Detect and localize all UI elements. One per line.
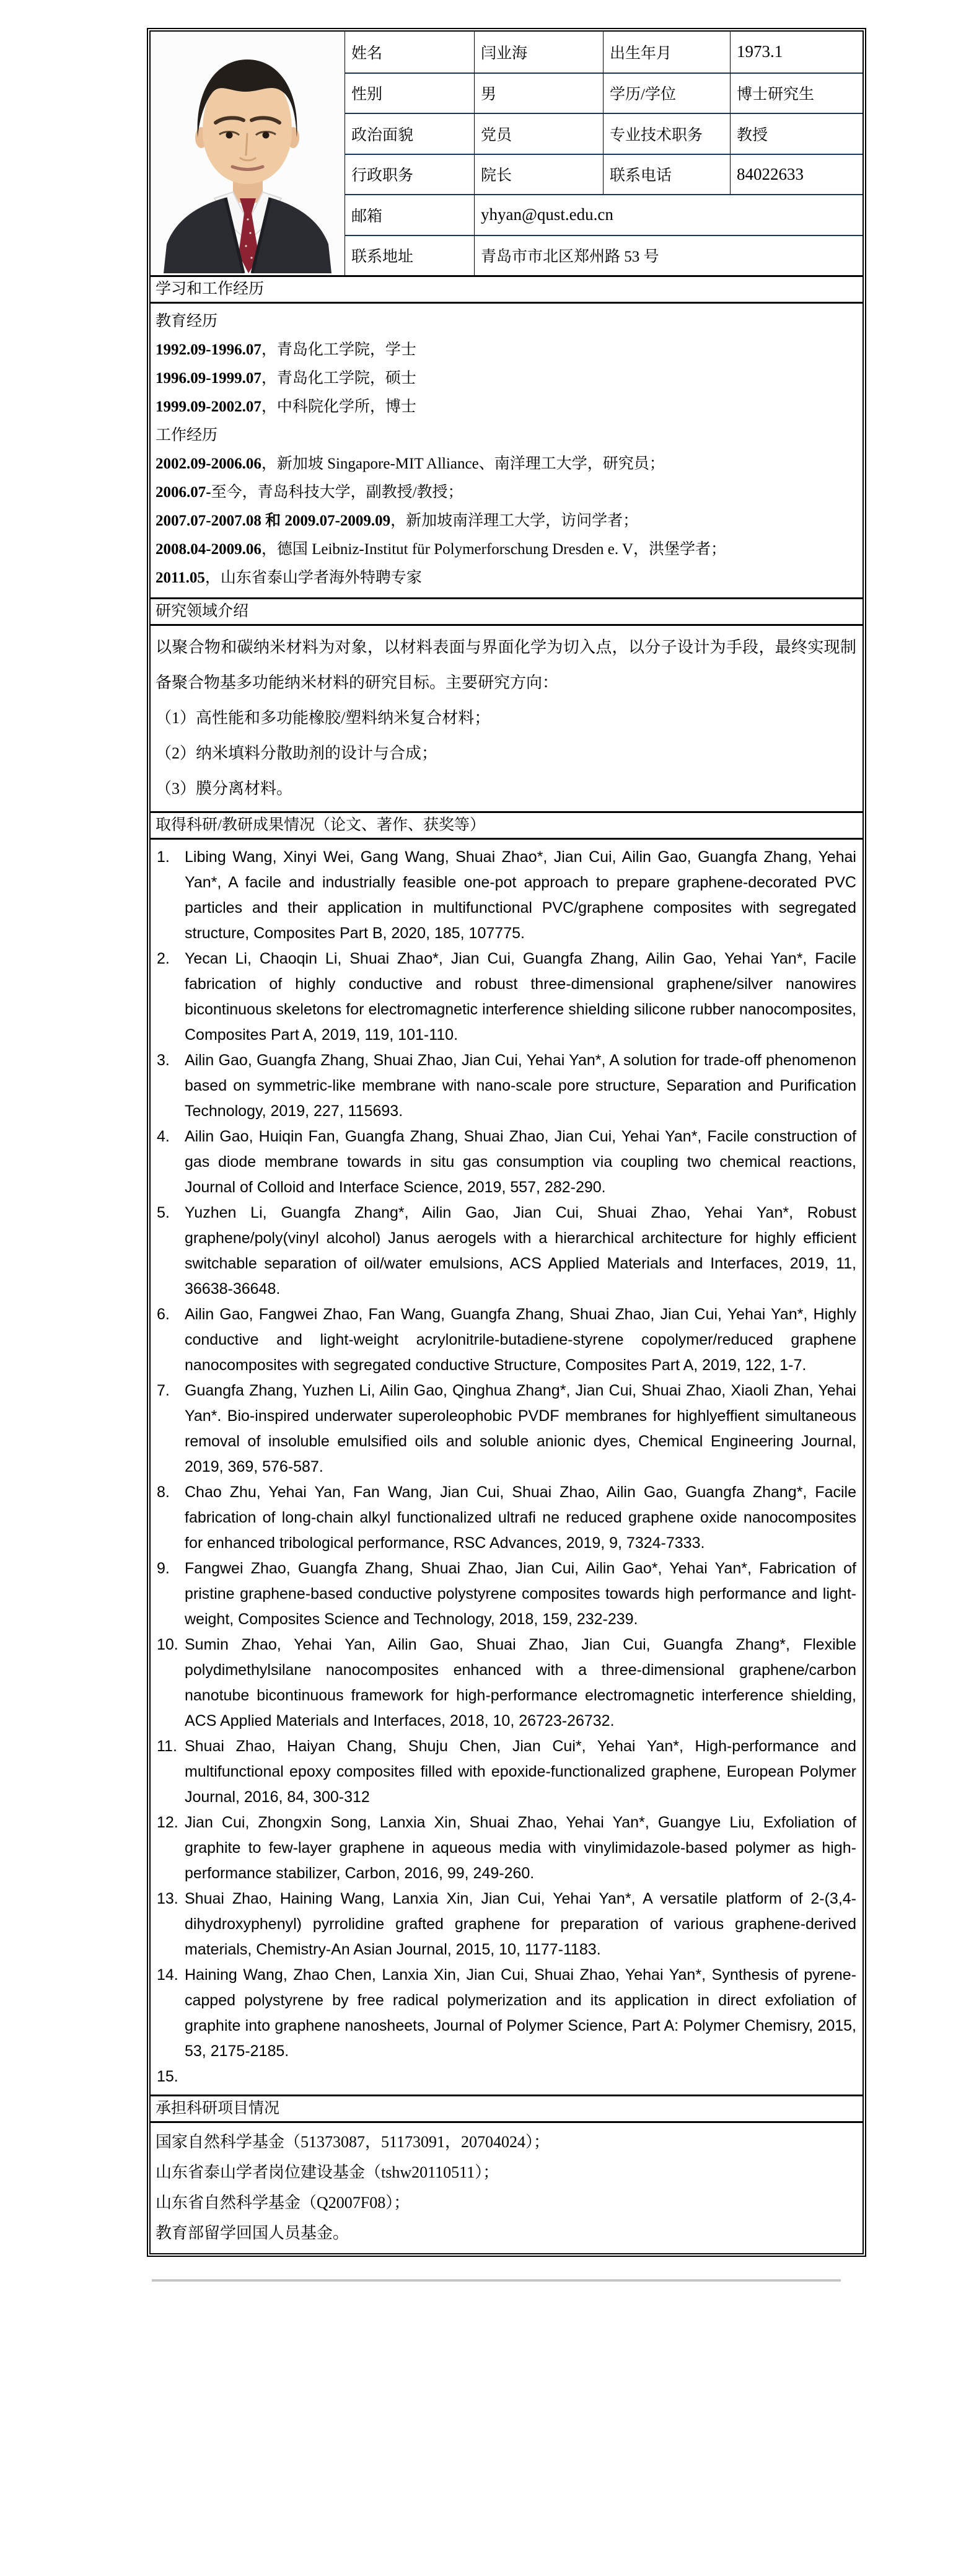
- experience-content: [151, 304, 863, 597]
- experience-line: [156, 421, 856, 450]
- publication-number: 15.: [157, 2068, 178, 2085]
- experience-text: ，青岛化工学院，学士: [261, 341, 416, 358]
- publication-citation: Sumin Zhao, Yehai Yan, Ailin Gao, Shuai Zhao, Jian Cui, Guangfa Zhang*, Flexible polydimethylsilane nanocomposites enhanced with a three-dimensional graphene/carbon nanotube bicontinuous framework for high-performance electromagnetic interference shielding, ACS Applied Materials and Interfaces, 2018, 10, 26723-26732.: [185, 1636, 856, 1730]
- experience-line: [156, 564, 856, 592]
- experience-date: 2008.04-2009.06: [156, 541, 261, 558]
- value-phone: 84022633: [730, 154, 863, 195]
- publication-item: [157, 845, 856, 946]
- publication-item: [157, 1556, 856, 1632]
- publication-number: 8.: [157, 1484, 170, 1501]
- publication-citation: Guangfa Zhang, Yuzhen Li, Ailin Gao, Qinghua Zhang*, Jian Cui, Shuai Zhao, Xiaoli Zhan, Yehai Yan*. Bio-inspired underwater superoleophobic PVDF membranes for highlyeffient simultaneous removal of insoluble emulsified oils and soluble anionic dyes, Chemical Engineering Journal, 2019, 369, 576-587.: [185, 1382, 856, 1475]
- publication-item: [157, 1734, 856, 1810]
- experience-text: 至今，青岛科技大学，副教授/教授；: [211, 484, 463, 501]
- label-address: 联系地址: [345, 235, 474, 276]
- publication-number: 12.: [157, 1814, 178, 1831]
- publication-item: [157, 1378, 856, 1480]
- experience-text: ，新加坡 Singapore-MIT Alliance、南洋理工大学，研究员；: [261, 455, 665, 472]
- section-header-achievements: 取得科研/教研成果情况（论文、著作、获奖等）: [151, 811, 863, 840]
- experience-date: 2006.07-: [156, 484, 211, 501]
- publication-item: [157, 1302, 856, 1378]
- label-birth: 出生年月: [603, 32, 730, 73]
- experience-line: [156, 336, 856, 364]
- project-line: 国家自然科学基金（51373087，51173091，20704024）；: [156, 2133, 550, 2151]
- publication-number: 4.: [157, 1128, 170, 1145]
- experience-date: 2002.09-2006.06: [156, 455, 261, 472]
- publication-citation: Yecan Li, Chaoqin Li, Shuai Zhao*, Jian Cui, Guangfa Zhang, Ailin Gao, Yehai Yan*, Facile fabrication of highly conductive and robust three-dimensional graphene/silver nanowires bicontinuous skeletons for electromagnetic interference shielding silicone rubber nanocomposites, Composites Part A, 2019, 119, 101-110.: [185, 950, 856, 1044]
- research-directions: [156, 700, 856, 806]
- experience-line: [156, 535, 856, 564]
- profile-document: [147, 28, 866, 2257]
- page-divider: [152, 2279, 841, 2282]
- photo-cell: [151, 32, 345, 275]
- publication-citation: Ailin Gao, Guangfa Zhang, Shuai Zhao, Jian Cui, Yehai Yan*, A solution for trade-off phenomenon based on symmetric-like membrane with nano-scale pore structure, Separation and Purification Technology, 2019, 227, 115693.: [185, 1052, 856, 1120]
- publication-citation: Fangwei Zhao, Guangfa Zhang, Shuai Zhao, Jian Cui, Ailin Gao*, Yehai Yan*, Fabrication of pristine graphene-based conductive polystyrene composites towards high performance and light-weight, Composites Science and Technology, 2018, 159, 232-239.: [185, 1560, 856, 1628]
- publication-item: [157, 1124, 856, 1200]
- publication-number: 10.: [157, 1636, 178, 1653]
- experience-text: ，新加坡南洋理工大学，访问学者；: [390, 512, 639, 529]
- research-direction: （2）纳米填料分散助剂的设计与合成；: [156, 744, 438, 762]
- experience-text: ，青岛化工学院，硕士: [261, 370, 416, 387]
- value-title: 教授: [730, 113, 863, 154]
- experience-line: [156, 364, 856, 393]
- label-phone: 联系电话: [603, 154, 730, 195]
- experience-line: [156, 393, 856, 421]
- experience-text: 教育经历: [156, 313, 218, 330]
- projects-content: [151, 2123, 863, 2253]
- publication-item: [157, 1963, 856, 2064]
- publication-number: 3.: [157, 1052, 170, 1069]
- label-email: 邮箱: [345, 194, 474, 235]
- value-birth: 1973.1: [730, 32, 863, 73]
- profile-photo: [152, 33, 343, 273]
- publication-item: [157, 1886, 856, 1963]
- publication-number: 2.: [157, 950, 170, 967]
- publication-item: [157, 946, 856, 1048]
- publication-number: 13.: [157, 1890, 178, 1907]
- publication-item: [157, 1048, 856, 1124]
- experience-date: 1992.09-1996.07: [156, 341, 261, 358]
- experience-text: 工作经历: [156, 427, 218, 444]
- label-admin-post: 行政职务: [345, 154, 474, 195]
- section-header-projects: 承担科研项目情况: [151, 2095, 863, 2123]
- publication-citation: Ailin Gao, Fangwei Zhao, Fan Wang, Guangfa Zhang, Shuai Zhao, Jian Cui, Yehai Yan*, Highly conductive and light-weight acrylonitrile-butadiene-styrene copolymer/reduced graphene nanocomposites with segregated conductive Structure, Composites Part A, 2019, 122, 1-7.: [185, 1306, 856, 1374]
- publication-citation: Shuai Zhao, Haiyan Chang, Shuju Chen, Jian Cui*, Yehai Yan*, High-performance and multifunctional epoxy composites filled with epoxide-functionalized graphene, European Polymer Journal, 2016, 84, 300-312: [185, 1738, 856, 1806]
- value-address: 青岛市市北区郑州路 53 号: [474, 235, 863, 276]
- project-line: 山东省泰山学者岗位建设基金（tshw20110511）；: [156, 2163, 499, 2181]
- personal-info-table: [151, 32, 863, 275]
- experience-date: 2011.05: [156, 569, 205, 586]
- project-line: 教育部留学回国人员基金。: [156, 2224, 349, 2242]
- value-degree: 博士研究生: [730, 73, 863, 113]
- publication-number: 9.: [157, 1560, 170, 1577]
- value-email: yhyan@qust.edu.cn: [474, 194, 863, 235]
- experience-line: [156, 478, 856, 507]
- value-admin-post: 院长: [474, 154, 603, 195]
- experience-date: 2007.07-2007.08 和 2009.07-2009.09: [156, 512, 391, 529]
- publication-citation: Libing Wang, Xinyi Wei, Gang Wang, Shuai Zhao*, Jian Cui, Ailin Gao, Guangfa Zhang, Yehai Yan*, A facile and industrially feasible one-pot approach to prepare graphene-decorated PVC particles and their application in multifunctional PVC/graphene composites with segregated structure, Composites Part B, 2020, 185, 107775.: [185, 848, 856, 942]
- research-direction: （1）高性能和多功能橡胶/塑料纳米复合材料；: [156, 709, 491, 727]
- label-political: 政治面貌: [345, 113, 474, 154]
- section-header-research: 研究领域介绍: [151, 597, 863, 626]
- publication-number: 6.: [157, 1306, 170, 1323]
- section-header-experience: 学习和工作经历: [151, 275, 863, 304]
- publication-item: [157, 2064, 856, 2090]
- publication-citation: Jian Cui, Zhongxin Song, Lanxia Xin, Shuai Zhao, Yehai Yan*, Guangye Liu, Exfoliation of graphite to few-layer graphene in aqueous media with vinylimidazole-based polymer as high-performance stabilizer, Carbon, 2016, 99, 249-260.: [185, 1814, 856, 1882]
- project-line: 山东省自然科学基金（Q2007F08）；: [156, 2194, 410, 2212]
- label-degree: 学历/学位: [603, 73, 730, 113]
- label-gender: 性别: [345, 73, 474, 113]
- publication-citation: Yuzhen Li, Guangfa Zhang*, Ailin Gao, Jian Cui, Shuai Zhao, Yehai Yan*, Robust graphene/poly(vinyl alcohol) Janus aerogels with a hierarchical architecture for highly efficient switchable separation of oil/water emulsions, ACS Applied Materials and Interfaces, 2019, 11, 36638-36648.: [185, 1204, 856, 1298]
- publication-number: 14.: [157, 1966, 178, 1984]
- publication-item: [157, 1200, 856, 1302]
- experience-text: ，中科院化学所，博士: [261, 398, 416, 415]
- experience-line: [156, 507, 856, 535]
- research-content: [151, 626, 863, 811]
- experience-text: ，山东省泰山学者海外特聘专家: [204, 569, 422, 586]
- publication-citation: Shuai Zhao, Haining Wang, Lanxia Xin, Jian Cui, Yehai Yan*, A versatile platform of 2-(3,4-dihydroxyphenyl) pyrrolidine grafted graphene for preparation of various graphene-derived materials, Chemistry-An Asian Journal, 2015, 10, 1177-1183.: [185, 1890, 856, 1958]
- publication-item: [157, 1810, 856, 1886]
- publication-citation: Ailin Gao, Huiqin Fan, Guangfa Zhang, Shuai Zhao, Jian Cui, Yehai Yan*, Facile construction of gas diode membrane towards in situ gas consumption via coupling two chemical reactions, Journal of Colloid and Interface Science, 2019, 557, 282-290.: [185, 1128, 856, 1196]
- value-gender: 男: [474, 73, 603, 113]
- value-political: 党员: [474, 113, 603, 154]
- publication-citation: Haining Wang, Zhao Chen, Lanxia Xin, Jian Cui, Shuai Zhao, Yehai Yan*, Synthesis of pyrene-capped polystyrene by free radical polymerization and its application in direct exfoliation of graphite into graphene nanosheets, Journal of Polymer Science, Part A: Polymer Chemisry, 2015, 53, 2175-2185.: [185, 1966, 856, 2060]
- experience-line: [156, 450, 856, 478]
- publication-number: 1.: [157, 848, 170, 866]
- publication-citation: Chao Zhu, Yehai Yan, Fan Wang, Jian Cui, Shuai Zhao, Ailin Gao, Guangfa Zhang*, Facile fabrication of long-chain alkyl functionalized ultrafi ne reduced graphene oxide nanocomposites for enhanced tribological performance, RSC Advances, 2019, 9, 7324-7333.: [185, 1484, 856, 1552]
- label-title: 专业技术职务: [603, 113, 730, 154]
- experience-line: [156, 307, 856, 336]
- label-name: 姓名: [345, 32, 474, 73]
- publication-item: [157, 1480, 856, 1556]
- research-intro: 以聚合物和碳纳米材料为对象，以材料表面与界面化学为切入点，以分子设计为手段，最终实现制备聚合物基多功能纳米材料的研究目标。主要研究方向：: [156, 638, 856, 692]
- publications-list: [151, 840, 863, 2095]
- research-direction: （3）膜分离材料。: [156, 780, 293, 798]
- publication-citation: [185, 2064, 856, 2090]
- publication-number: 11.: [157, 1738, 177, 1755]
- experience-date: 1999.09-2002.07: [156, 398, 261, 415]
- value-name: 闫业海: [474, 32, 603, 73]
- publication-item: [157, 1632, 856, 1734]
- experience-text: ，德国 Leibniz-Institut für Polymerforschung Dresden e. V，洪堡学者；: [261, 541, 726, 558]
- experience-date: 1996.09-1999.07: [156, 370, 261, 387]
- publication-number: 5.: [157, 1204, 170, 1221]
- publication-number: 7.: [157, 1382, 170, 1399]
